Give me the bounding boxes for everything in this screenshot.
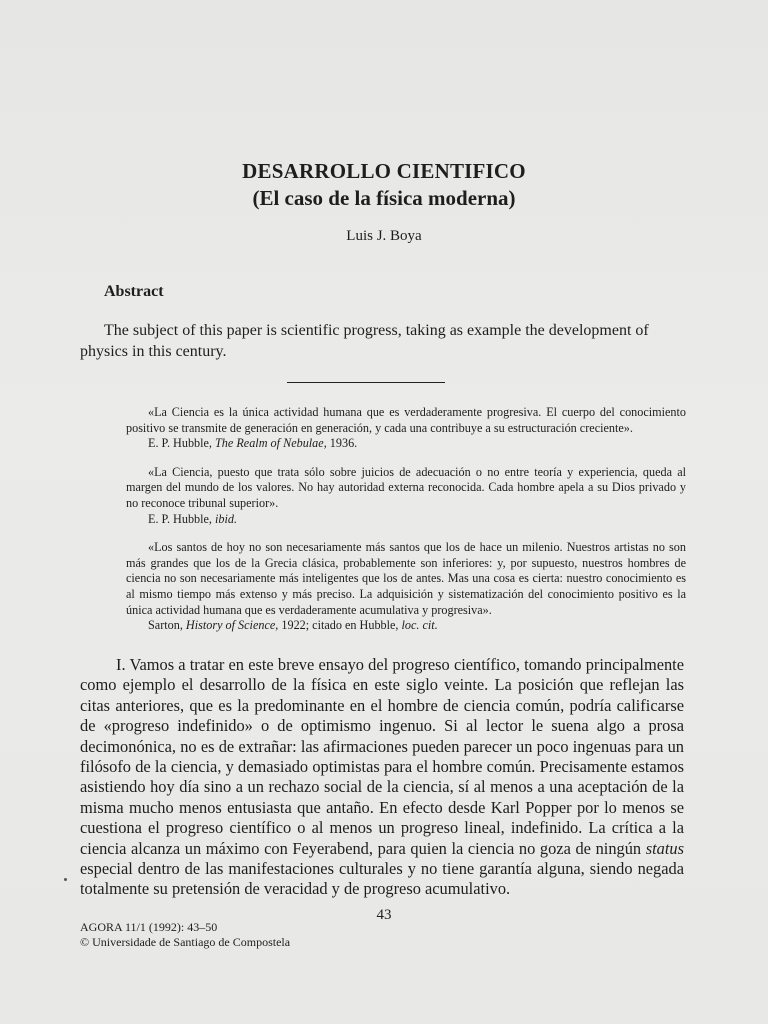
page-number: 43	[376, 907, 392, 923]
quote-attribution	[148, 436, 686, 452]
epigraph-quotes	[126, 405, 686, 634]
quote-text: «La Ciencia es la única actividad humana que es verdaderamente progresiva. El cuerpo del conocimiento positivo se transmite de generación en generación, y cada una contribuye a su estructuración creciente».	[126, 405, 686, 435]
attribution-work: The Realm of Nebulae	[215, 436, 324, 451]
abstract-heading: Abstract	[104, 283, 164, 300]
quote-text: «Los santos de hoy no son necesariamente más santos que los de hace un milenio. Nuestros artistas no son más grandes que los de la Grecia clásica, probablemente son inferiores: y, por supuesto, nuestros hombres de ciencia no son necesariamente más inteligentes que los de antes. Mas una cosa es cierta: nuestro conocimiento es al mismo tiempo más extenso y más preciso. La adquisición y sistematización del conocimiento positivo es la única actividad humana que es verdaderamente acumulativa y progresiva».	[126, 540, 686, 617]
quote-attribution	[148, 512, 686, 528]
epigraph-quote	[126, 405, 686, 452]
attribution-author: E. P. Hubble,	[148, 436, 216, 451]
author-name: Luis J. Boya	[346, 228, 422, 244]
body-italic-word: status	[645, 838, 684, 858]
journal-citation: AGORA 11/1 (1992): 43–50	[80, 920, 218, 934]
epigraph-quote	[126, 465, 686, 527]
body-paragraph	[80, 655, 684, 900]
attribution-mid: 1922; citado en Hubble,	[278, 618, 402, 633]
body-text-part: Vamos a tratar en este breve ensayo del progreso científico, tomando principalmente como ejemplo el desarrollo de la física en este siglo veinte. La posición que reflejan las citas anteriores, que es la predominante en el hombre de ciencia común, podría calificarse de «progreso indefinido» o de optimismo ingenuo. Si al lector le suena algo a prosa decimonónica, no es de extrañar: las afirmaciones pueden parecer un poco ingenuas para un filósofo de la ciencia, y demasiado optimistas para el hombre común. Precisamente estamos asistiendo hoy día sino a un rechazo social de la ciencia, sí al menos a una aceptación de la misma mucho menos entusiasta que antaño. En efecto desde Karl Popper por lo menos se cuestiona el progreso científico o al menos un progreso lineal, indefinido. La crítica a la ciencia alcanza un máximo con Feyerabend, para quien la ciencia no goza de ningún	[80, 655, 684, 858]
attribution-work: History of Science,	[185, 618, 279, 633]
section-label: I.	[116, 655, 126, 674]
quote-text: «La Ciencia, puesto que trata sólo sobre juicios de adecuación o no entre teoría y experiencia, queda al margen del mundo de los valores. No hay autoridad externa reconocida. Cada hombre apela a su Dios privado y no reconoce tribunal superior».	[126, 464, 686, 510]
epigraph-quote	[126, 540, 686, 634]
scan-speck	[64, 878, 67, 881]
journal-footer	[80, 920, 290, 950]
attribution-author: E. P. Hubble,	[148, 511, 216, 526]
body-text-part: especial dentro de las manifestaciones culturales y no tiene garantía alguna, siendo negada totalmente su pretensión de veracidad y de progreso acumulativo.	[80, 859, 684, 899]
copyright-notice: © Universidade de Santiago de Compostela	[80, 935, 291, 949]
quote-attribution	[148, 618, 686, 634]
paper-subtitle: (El caso de la física moderna)	[252, 186, 516, 210]
attribution-rest: , 1936.	[323, 436, 358, 451]
attribution-author: Sarton,	[148, 618, 186, 633]
abstract-text: The subject of this paper is scientific progress, taking as example the development of physics in this century.	[80, 322, 649, 360]
attribution-work-secondary: loc. cit.	[401, 618, 438, 633]
attribution-work: ibid.	[215, 511, 238, 526]
section-divider	[287, 382, 445, 383]
paper-title: DESARROLLO CIENTIFICO	[242, 159, 526, 183]
